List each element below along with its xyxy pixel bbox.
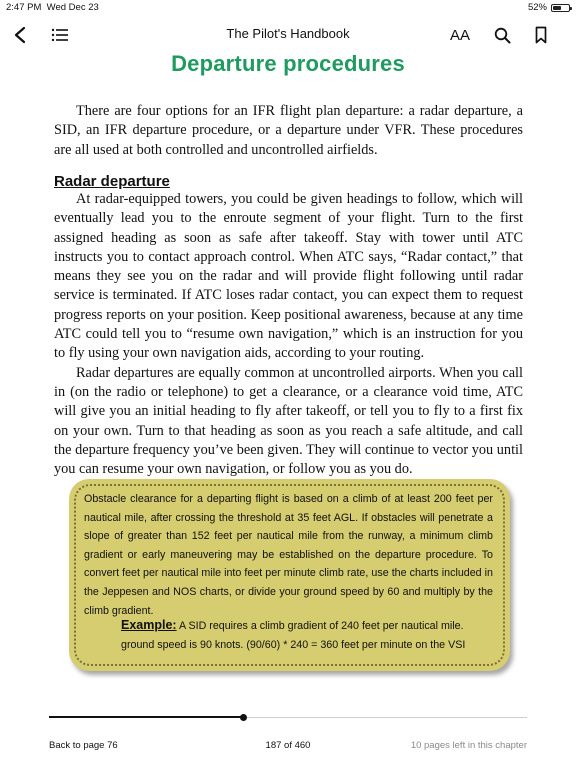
status-battery [528, 2, 570, 13]
example-text: A SID requires a climb gradient of 240 feet per nautical mile. ground speed is 90 knots. (90/60) * 240 = 360 feet per minute on the VSI [121, 620, 466, 651]
intro-paragraph-block [54, 102, 523, 160]
search-icon [494, 27, 511, 44]
back-icon [13, 26, 27, 44]
search-button[interactable] [490, 23, 514, 47]
section-heading: Radar departure [54, 173, 170, 190]
font-size-icon [450, 27, 470, 44]
chapter-pages-left: 10 pages left in this chapter [410, 740, 527, 751]
bookmark-icon [535, 26, 547, 44]
battery-percent: 52% [527, 2, 547, 13]
battery-icon [551, 4, 570, 12]
progress-fill [49, 716, 243, 718]
callout-example [121, 616, 493, 654]
battery-level-fill [553, 6, 561, 10]
status-bar [0, 0, 576, 14]
callout-box [69, 479, 510, 671]
page-count: 187 of 460 [265, 740, 311, 751]
intro-paragraph: There are four options for an IFR flight plan departure: a radar departure, a SID, an IFR departure procedure, or a departure under VFR. These procedures are all used at both controlled and uncontrolled airfields. [54, 103, 523, 158]
reader-toolbar [0, 20, 576, 50]
bookmark-button[interactable] [529, 23, 553, 47]
body-paragraph-1: At radar-equipped towers, you could be given headings to follow, which will eventually lead you to the enroute segment of your flight. Turn to the first assigned heading as soon as safe after takeoff. Stay with tower until ATC instructs you to contact approach control. When ATC says, “Radar contact,” that means they see you on the radar and will provide flight following until radar service is terminated. If ATC loses radar contact, you can expect them to request progress reports on your position. Keep positional awareness, because at any time ATC could tell you to “resume own navigation,” which is an instruction for you to fly using your own navigation aids, according to your routing. [54, 191, 523, 362]
font-settings-button[interactable] [447, 23, 473, 47]
book-title: The Pilot's Handbook [226, 26, 350, 41]
contents-list-icon [51, 28, 69, 42]
example-label: Example: [121, 618, 177, 632]
body-paragraph-2: Radar departures are equally common at uncontrolled airports. When you call in (on the radio or telephone) to get a clearance, or a clearance void time, ATC will give you an initial heading to fly after takeoff, or tell you to fly to a first fix on your own. Turn to that heading as soon as you reach a safe altitude, and call the departure frequency you’ve been given. They will continue to vector you until you can resume your own navigation, or follow you as you do. [54, 364, 523, 478]
font-size-label: AA [449, 26, 470, 44]
back-to-page-link[interactable]: Back to page 76 [49, 740, 118, 751]
back-button[interactable] [8, 23, 32, 47]
page-heading: Departure procedures [171, 51, 405, 76]
reading-progress-slider[interactable] [49, 717, 527, 718]
table-of-contents-button[interactable] [48, 23, 72, 47]
callout-text: Obstacle clearance for a departing flight is based on a climb of at least 200 feet per nautical mile, after crossing the threshold at 35 feet AGL. If obstacles will penetrate a slope of greater than 152 feet per nautical mile from the runway, a minimum climb gradient or early maneuvering may be established on the departure procedure. To convert feet per nautical mile into feet per minute climb rate, use the charts included in the Jeppesen and NOS charts, or divide your ground speed by 60 and multiply by the climb gradient. [84, 493, 493, 617]
body-text [54, 190, 523, 479]
progress-knob[interactable] [240, 714, 247, 721]
status-time-date: 2:47 PM Wed Dec 23 [6, 2, 99, 13]
